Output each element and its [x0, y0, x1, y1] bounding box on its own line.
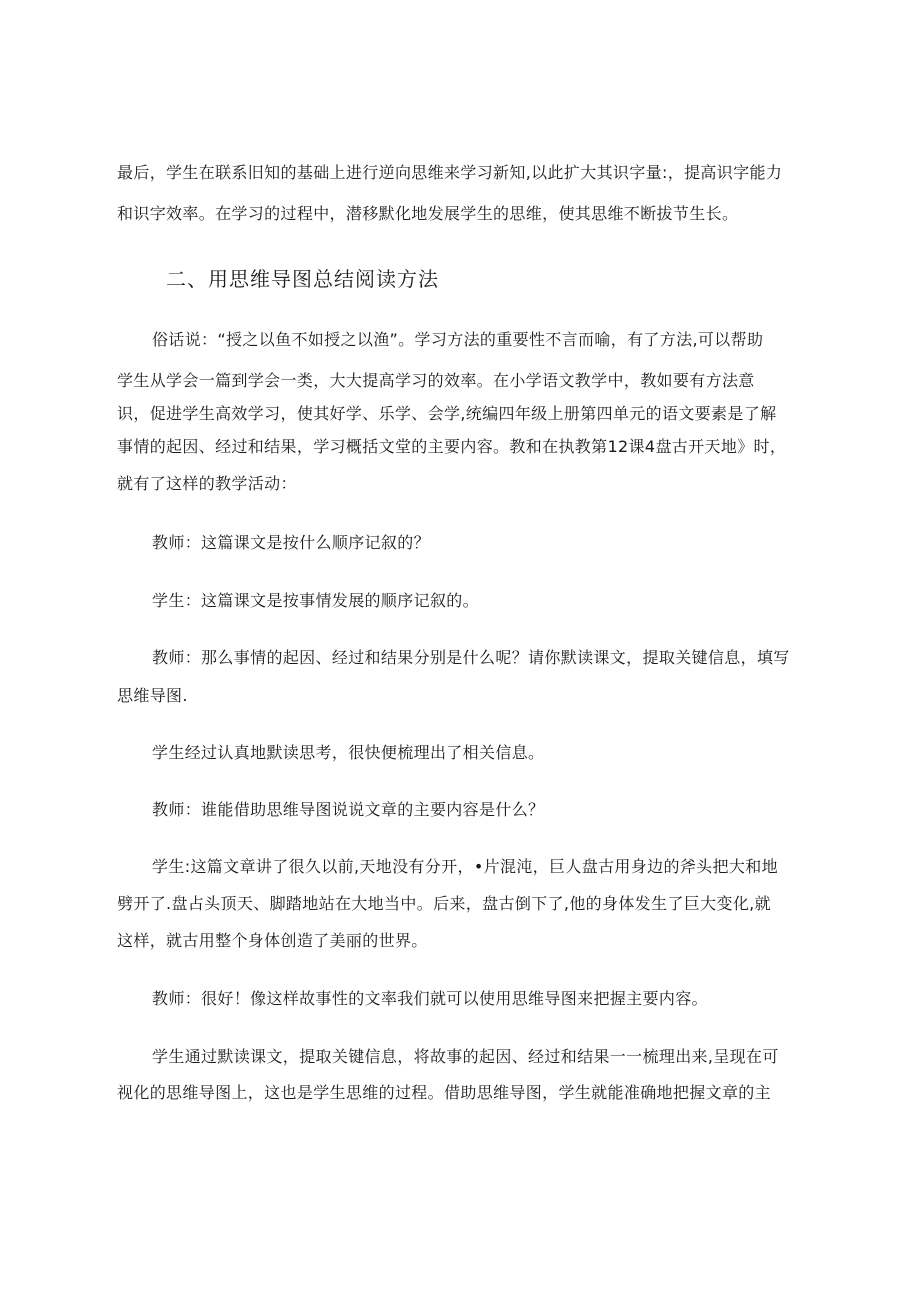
paragraph-2-line-3: 识，促进学生高效学习，使其好学、乐学、会学,统编四年级上册第四单元的语文要素是了解: [117, 404, 777, 423]
paragraph-8-line-2: 劈开了.盘占头顶天、脚踏地站在大地当中。后来，盘古倒下了,他的身体发生了巨大变化,就: [117, 894, 771, 913]
paragraph-7: 教师：谁能借助思维导图说说文章的主要内容是什么？: [152, 800, 545, 819]
paragraph-6: 学生经过认真地默读思考，很快便梳理出了相关信息。: [152, 743, 545, 762]
paragraph-4: 学生：这篇课文是按事情发展的顺序记叙的。: [152, 591, 480, 610]
paragraph-2-line-2: 学生从学会一篇到学会一类，大大提高学习的效率。在小学语文教学中，教如要有方法意: [117, 371, 755, 390]
paragraph-10-line-2: 视化的思维导图上，这也是学生思维的过程。借助思维导图，学生就能准确地把握文章的主: [117, 1083, 772, 1102]
paragraph-2-line-5: 就有了这样的教学活动：: [117, 474, 297, 493]
paragraph-2-line-4: 事情的起因、经过和结果，学习概括文堂的主要内容。教和在执教第12课4盘古开天地》时，: [117, 437, 787, 456]
paragraph-1-line-1: 最后，学生在联系旧知的基础上进行逆向思维来学习新知,以此扩大其识字量:，提高识字能力: [117, 163, 783, 182]
paragraph-9: 教师：很好！像这样故事性的文率我们就可以使用思维导图来把握主要内容。: [152, 989, 708, 1008]
paragraph-8-line-3: 这样，就古用整个身体创造了美丽的世界。: [117, 931, 428, 950]
section-heading: 二、用思维导图总结阅读方法: [166, 267, 439, 291]
paragraph-8-line-1: 学生:这篇文章讲了很久以前,天地没有分开，•片混沌，巨人盘古用身边的斧头把大和地: [152, 857, 778, 876]
paragraph-3: 教师：这篇课文是按什么顺序记叙的？: [152, 533, 430, 552]
paragraph-5-line-2: 思维导图.: [117, 686, 188, 705]
paragraph-1-line-2: 和识字效率。在学习的过程中，潜移默化地发展学生的思维，使其思维不断拔节生长。: [117, 204, 739, 223]
paragraph-10-line-1: 学生通过默读课文，提取关键信息，将故事的起因、经过和结果一一梳理出来,呈现在可: [152, 1047, 779, 1066]
paragraph-5-line-1: 教师：那么事情的起因、经过和结果分别是什么呢？请你默读课文，提取关键信息，填写: [152, 648, 790, 667]
paragraph-2-line-1: 俗话说：“授之以鱼不如授之以渔”。学习方法的重要性不言而喻，有了方法,可以帮助: [152, 330, 764, 349]
